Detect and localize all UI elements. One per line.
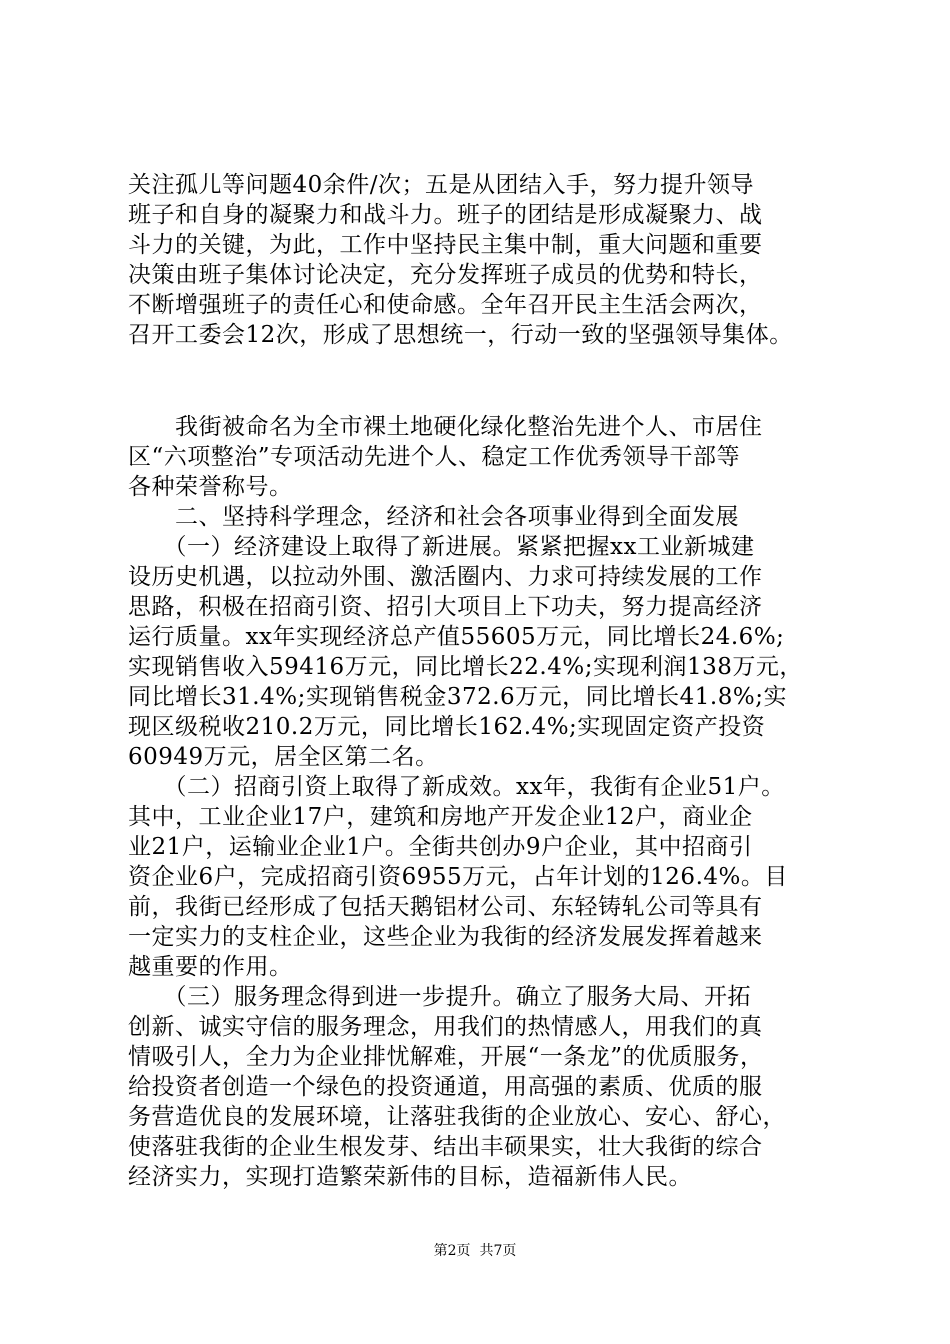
- text-line: 班子和自身的凝聚力和战斗力。班子的团结是形成凝聚力、战: [128, 202, 763, 228]
- text-line: 60949万元，居全区第二名。: [128, 744, 439, 770]
- text-line: 区“六项整治”专项活动先进个人、稳定工作优秀领导干部等: [128, 444, 741, 470]
- section-heading: 二、坚持科学理念，经济和社会各项事业得到全面发展: [128, 504, 739, 530]
- text-line: 资企业6户，完成招商引资6955万元，占年计划的126.4%。目: [128, 864, 788, 890]
- text-line: 关注孤儿等问题40余件/次；五是从团结入手，努力提升领导: [128, 172, 755, 198]
- text-line: （三）服务理念得到进一步提升。确立了服务大局、开拓: [128, 984, 751, 1010]
- text-line: 实现销售收入59416万元，同比增长22.4%;实现利润138万元，: [128, 654, 803, 680]
- text-line: 决策由班子集体讨论决定，充分发挥班子成员的优势和特长，: [128, 262, 763, 288]
- text-line: 同比增长31.4%;实现销售税金372.6万元，同比增长41.8%;实: [128, 684, 787, 710]
- text-line: 情吸引人，全力为企业排忧解难，开展“一条龙”的优质服务，: [128, 1044, 764, 1070]
- text-line: 使落驻我街的企业生根发芽、结出丰硕果实，壮大我街的综合: [128, 1134, 763, 1160]
- text-line: 越重要的作用。: [128, 954, 293, 980]
- text-line: 各种荣誉称号。: [128, 474, 293, 500]
- text-line: 现区级税收210.2万元，同比增长162.4%;实现固定资产投资: [128, 714, 766, 740]
- text-line: 其中，工业企业17户，建筑和房地产开发企业12户，商业企: [128, 804, 753, 830]
- text-line: 我街被命名为全市裸土地硬化绿化整治先进个人、市居住: [128, 414, 763, 440]
- text-line: 设历史机遇，以拉动外围、激活圈内、力求可持续发展的工作: [128, 564, 763, 590]
- text-line: 业21户，运输业企业1户。全街共创办9户企业，其中招商引: [128, 834, 753, 860]
- paragraph-block-1: [128, 170, 844, 350]
- paragraph-block-2: [128, 412, 844, 1192]
- text-line: 召开工委会12次，形成了思想统一，行动一致的坚强领导集体。: [128, 322, 793, 348]
- text-line: 斗力的关键，为此，工作中坚持民主集中制，重大问题和重要: [128, 232, 763, 258]
- text-line: （二）招商引资上取得了新成效。xx年，我街有企业51户。: [128, 774, 785, 800]
- text-line: 不断增强班子的责任心和使命感。全年召开民主生活会两次，: [128, 292, 763, 318]
- text-line: 运行质量。xx年实现经济总产值55605万元，同比增长24.6%;: [128, 624, 785, 650]
- text-line: 前，我街已经形成了包括天鹅铝材公司、东轻铸轧公司等具有: [128, 894, 763, 920]
- text-line: 一定实力的支柱企业，这些企业为我街的经济发展发挥着越来: [128, 924, 763, 950]
- text-line: 创新、诚实守信的服务理念，用我们的热情感人，用我们的真: [128, 1014, 763, 1040]
- document-body: [128, 170, 844, 1192]
- text-line: 经济实力，实现打造繁荣新伟的目标，造福新伟人民。: [128, 1164, 692, 1190]
- text-line: （一）经济建设上取得了新进展。紧紧把握xx工业新城建: [128, 534, 755, 560]
- text-line: 务营造优良的发展环境，让落驻我街的企业放心、安心、舒心，: [128, 1104, 786, 1130]
- page-number-footer: 第2页 共7页: [433, 1243, 517, 1259]
- text-line: 思路，积极在招商引资、招引大项目上下功夫，努力提高经济: [128, 594, 763, 620]
- paragraph-gap: [128, 350, 844, 412]
- text-line: 给投资者创造一个绿色的投资通道，用高强的素质、优质的服: [128, 1074, 763, 1100]
